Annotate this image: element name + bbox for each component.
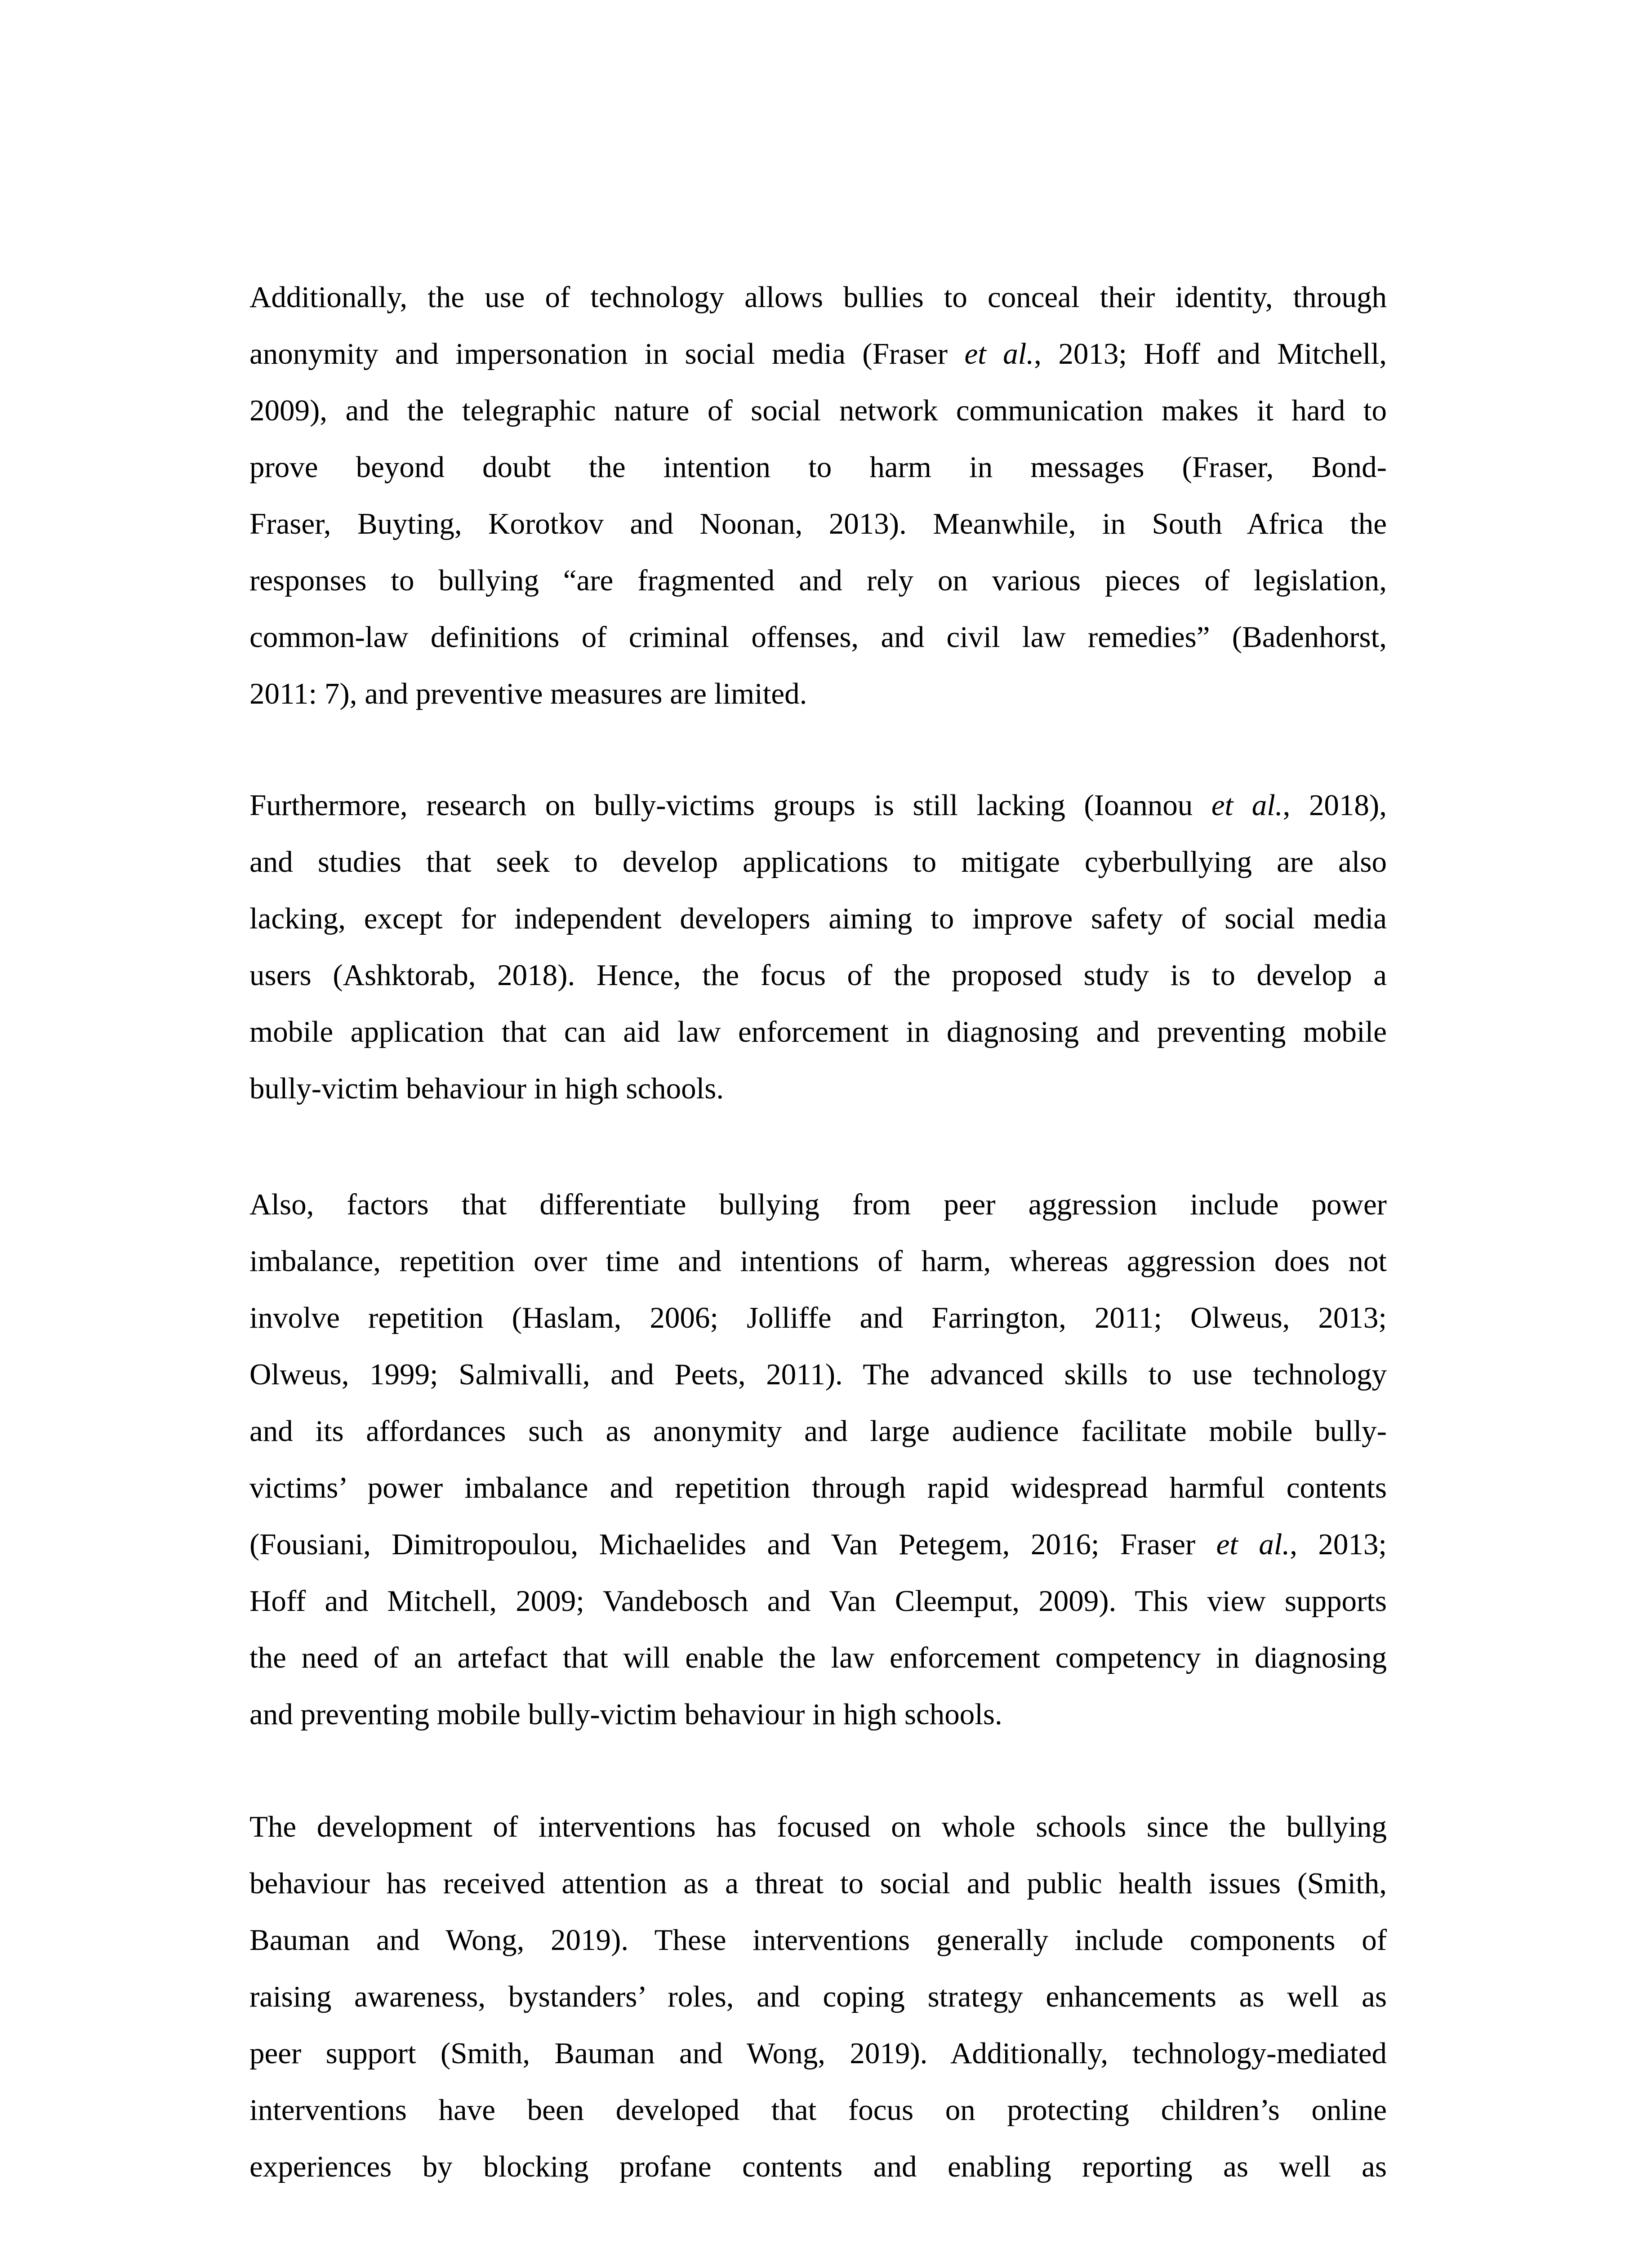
et-al-italic: et al.: [1211, 789, 1283, 822]
text-line: the need of an artefact that will enable the law enforcement competency in diagnosing: [249, 1641, 1387, 1674]
text-line: involve repetition (Haslam, 2006; Jolliffe and Farrington, 2011; Olweus, 2013;: [249, 1301, 1387, 1334]
et-al-italic: et al.: [1216, 1528, 1290, 1561]
text-line: peer support (Smith, Bauman and Wong, 2019). Additionally, technology-mediated: [249, 2037, 1387, 2070]
text-line: lacking, except for independent developers aiming to improve safety of social media: [249, 902, 1387, 935]
text-line: 2009), and the telegraphic nature of social network communication makes it hard to: [249, 394, 1387, 427]
text-line: users (Ashktorab, 2018). Hence, the focus of the proposed study is to develop a: [249, 959, 1387, 992]
paragraph-4: [249, 1798, 1387, 2195]
text-line: victims’ power imbalance and repetition through rapid widespread harmful contents: [249, 1471, 1387, 1504]
text-line: and studies that seek to develop applications to mitigate cyberbullying are also: [249, 845, 1387, 879]
text-line: raising awareness, bystanders’ roles, and coping strategy enhancements as well as: [249, 1980, 1387, 2013]
text-line: Additionally, the use of technology allows bullies to conceal their identity, through: [249, 281, 1387, 314]
text-line: Hoff and Mitchell, 2009; Vandebosch and Van Cleemput, 2009). This view supports: [249, 1584, 1387, 1618]
paragraph-3: [249, 1176, 1387, 1743]
text-line: and its affordances such as anonymity and large audience facilitate mobile bully-: [249, 1414, 1387, 1448]
text-line: bully-victim behaviour in high schools.: [249, 1072, 724, 1105]
text-line: common-law definitions of criminal offenses, and civil law remedies” (Badenhorst,: [249, 620, 1387, 654]
text-line: Olweus, 1999; Salmivalli, and Peets, 2011). The advanced skills to use technology: [249, 1358, 1387, 1391]
text-line: interventions have been developed that focus on protecting children’s online: [249, 2093, 1387, 2127]
text-line: responses to bullying “are fragmented and rely on various pieces of legislation,: [249, 564, 1387, 597]
paragraph-1: [249, 269, 1387, 722]
et-al-italic: et al.: [964, 337, 1034, 370]
text-line: imbalance, repetition over time and intentions of harm, whereas aggression does not: [249, 1244, 1387, 1278]
text-line: 2011: 7), and preventive measures are limited.: [249, 677, 807, 710]
text-line: experiences by blocking profane contents and enabling reporting as well as: [249, 2150, 1387, 2183]
text-line: Fraser, Buyting, Korotkov and Noonan, 2013). Meanwhile, in South Africa the: [249, 507, 1387, 540]
text-line: Furthermore, research on bully-victims groups is still lacking (Ioannou et al., 2018),: [249, 789, 1387, 822]
text-line: Also, factors that differentiate bullying from peer aggression include power: [249, 1188, 1387, 1221]
text-line: (Fousiani, Dimitropoulou, Michaelides and Van Petegem, 2016; Fraser et al., 2013;: [249, 1528, 1387, 1561]
text-line: The development of interventions has focused on whole schools since the bullying: [249, 1810, 1387, 1843]
paragraph-2: [249, 777, 1387, 1117]
text-line: and preventing mobile bully-victim behaviour in high schools.: [249, 1698, 1002, 1731]
text-line: anonymity and impersonation in social media (Fraser et al., 2013; Hoff and Mitchell,: [249, 337, 1387, 370]
text-line: mobile application that can aid law enforcement in diagnosing and preventing mobile: [249, 1015, 1387, 1048]
text-line: behaviour has received attention as a threat to social and public health issues (Smith,: [249, 1867, 1387, 1900]
text-line: prove beyond doubt the intention to harm in messages (Fraser, Bond-: [249, 450, 1387, 484]
text-line: Bauman and Wong, 2019). These interventions generally include components of: [249, 1923, 1387, 1957]
